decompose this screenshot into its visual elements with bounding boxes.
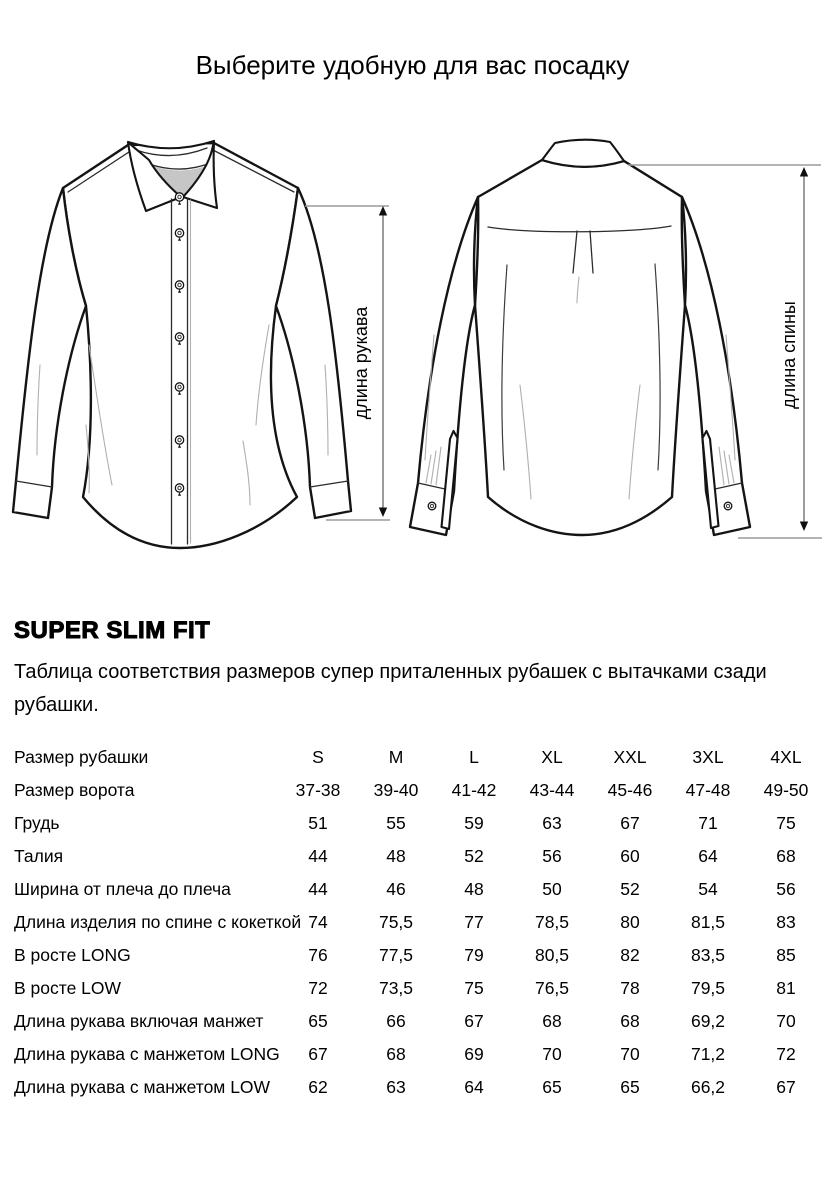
size-value: 83,5: [690, 945, 726, 965]
size-value: 37-38: [295, 780, 341, 800]
size-value: 76: [308, 945, 328, 965]
size-row-label: Длина изделия по спине с кокеткой: [14, 912, 302, 932]
size-value: 66: [386, 1011, 406, 1031]
size-row: [14, 873, 825, 906]
size-value: 75,5: [378, 912, 414, 932]
size-value: XXL: [613, 747, 647, 767]
size-value: 68: [542, 1011, 562, 1031]
size-value: 67: [776, 1077, 796, 1097]
size-value: 52: [620, 879, 640, 899]
size-value: 67: [308, 1044, 328, 1064]
size-value: XL: [541, 747, 563, 767]
size-value: 60: [620, 846, 640, 866]
size-row: [14, 906, 825, 939]
size-value: 43-44: [529, 780, 575, 800]
size-value: 78,5: [534, 912, 570, 932]
size-value: 64: [698, 846, 718, 866]
size-value: S: [312, 747, 324, 767]
size-row-label: В росте LOW: [14, 978, 122, 998]
size-value: 79,5: [690, 978, 726, 998]
size-row: [14, 774, 825, 807]
size-value: 47-48: [685, 780, 731, 800]
size-value: 69: [464, 1044, 484, 1064]
size-value: 65: [308, 1011, 328, 1031]
size-row: [14, 840, 825, 873]
size-value: 46: [386, 879, 406, 899]
size-value: 77: [464, 912, 484, 932]
size-row: [14, 939, 825, 972]
size-value: 69,2: [690, 1011, 726, 1031]
size-value: 44: [308, 879, 328, 899]
size-value: 78: [620, 978, 640, 998]
size-row-label: Длина рукава включая манжет: [14, 1011, 264, 1031]
size-value: 41-42: [451, 780, 497, 800]
size-value: 55: [386, 813, 406, 833]
size-value: 72: [776, 1044, 796, 1064]
size-row-label: Талия: [14, 846, 64, 866]
size-row-label: Ширина от плеча до плеча: [14, 879, 231, 899]
size-row-label: Грудь: [14, 813, 60, 833]
fit-heading: SUPER SLIM FIT: [14, 617, 211, 644]
size-value: 75: [464, 978, 484, 998]
size-value: 50: [542, 879, 562, 899]
size-value: 80,5: [534, 945, 570, 965]
size-value: L: [469, 747, 479, 767]
size-value: 74: [308, 912, 328, 932]
size-value: 48: [464, 879, 484, 899]
size-value: 59: [464, 813, 484, 833]
size-value: 56: [542, 846, 562, 866]
size-value: 63: [386, 1077, 406, 1097]
size-value: 83: [776, 912, 796, 932]
size-value: 82: [620, 945, 640, 965]
size-value: 70: [542, 1044, 562, 1064]
size-row-label: В росте LONG: [14, 945, 131, 965]
size-value: 3XL: [692, 747, 724, 767]
size-row: [14, 1071, 825, 1104]
sleeve-length-label: длина рукава: [350, 306, 371, 420]
back-shirt-diagram: [400, 125, 825, 565]
size-row-label: Длина рукава с манжетом LONG: [14, 1044, 280, 1064]
size-row: [14, 741, 825, 774]
size-value: 52: [464, 846, 484, 866]
size-value: 76,5: [534, 978, 570, 998]
size-value: 65: [542, 1077, 562, 1097]
size-value: 62: [308, 1077, 328, 1097]
size-value: M: [388, 747, 404, 767]
size-value: 39-40: [373, 780, 419, 800]
size-value: 51: [308, 813, 328, 833]
size-value: 45-46: [607, 780, 653, 800]
size-row-label: Размер ворота: [14, 780, 135, 800]
size-row-label: Длина рукава с манжетом LOW: [14, 1077, 271, 1097]
size-table-body: [14, 741, 825, 1104]
size-value: 68: [620, 1011, 640, 1031]
size-value: 85: [776, 945, 796, 965]
size-value: 54: [698, 879, 718, 899]
back-shirt-drawing: [410, 140, 750, 535]
page-title: Выберите удобную для вас посадку: [195, 50, 630, 80]
size-row: [14, 1038, 825, 1071]
size-value: 56: [776, 879, 796, 899]
size-value: 81: [776, 978, 796, 998]
size-value: 63: [542, 813, 562, 833]
size-value: 44: [308, 846, 328, 866]
size-row: [14, 972, 825, 1005]
fit-description: Таблица соответствия размеров супер приталенных рубашек с вытачками сзади рубашки.: [14, 661, 767, 716]
size-value: 67: [464, 1011, 484, 1031]
size-value: 48: [386, 846, 406, 866]
size-value: 65: [620, 1077, 640, 1097]
front-shirt-diagram: [10, 125, 400, 565]
size-value: 72: [308, 978, 328, 998]
size-value: 70: [620, 1044, 640, 1064]
size-value: 4XL: [770, 747, 802, 767]
size-value: 73,5: [378, 978, 414, 998]
size-value: 75: [776, 813, 796, 833]
size-table: [14, 741, 825, 1104]
size-row-label: Размер рубашки: [14, 747, 149, 767]
size-value: 71,2: [690, 1044, 726, 1064]
size-value: 68: [386, 1044, 406, 1064]
size-value: 67: [620, 813, 640, 833]
size-value: 71: [698, 813, 718, 833]
size-value: 80: [620, 912, 640, 932]
size-row: [14, 1005, 825, 1038]
size-row: [14, 807, 825, 840]
size-value: 70: [776, 1011, 796, 1031]
size-value: 81,5: [690, 912, 726, 932]
size-value: 66,2: [690, 1077, 726, 1097]
size-value: 49-50: [763, 780, 809, 800]
back-length-label: длина спины: [778, 301, 799, 409]
size-value: 77,5: [378, 945, 414, 965]
size-value: 64: [464, 1077, 484, 1097]
front-shirt-drawing: [13, 141, 351, 548]
size-value: 68: [776, 846, 796, 866]
size-value: 79: [464, 945, 484, 965]
